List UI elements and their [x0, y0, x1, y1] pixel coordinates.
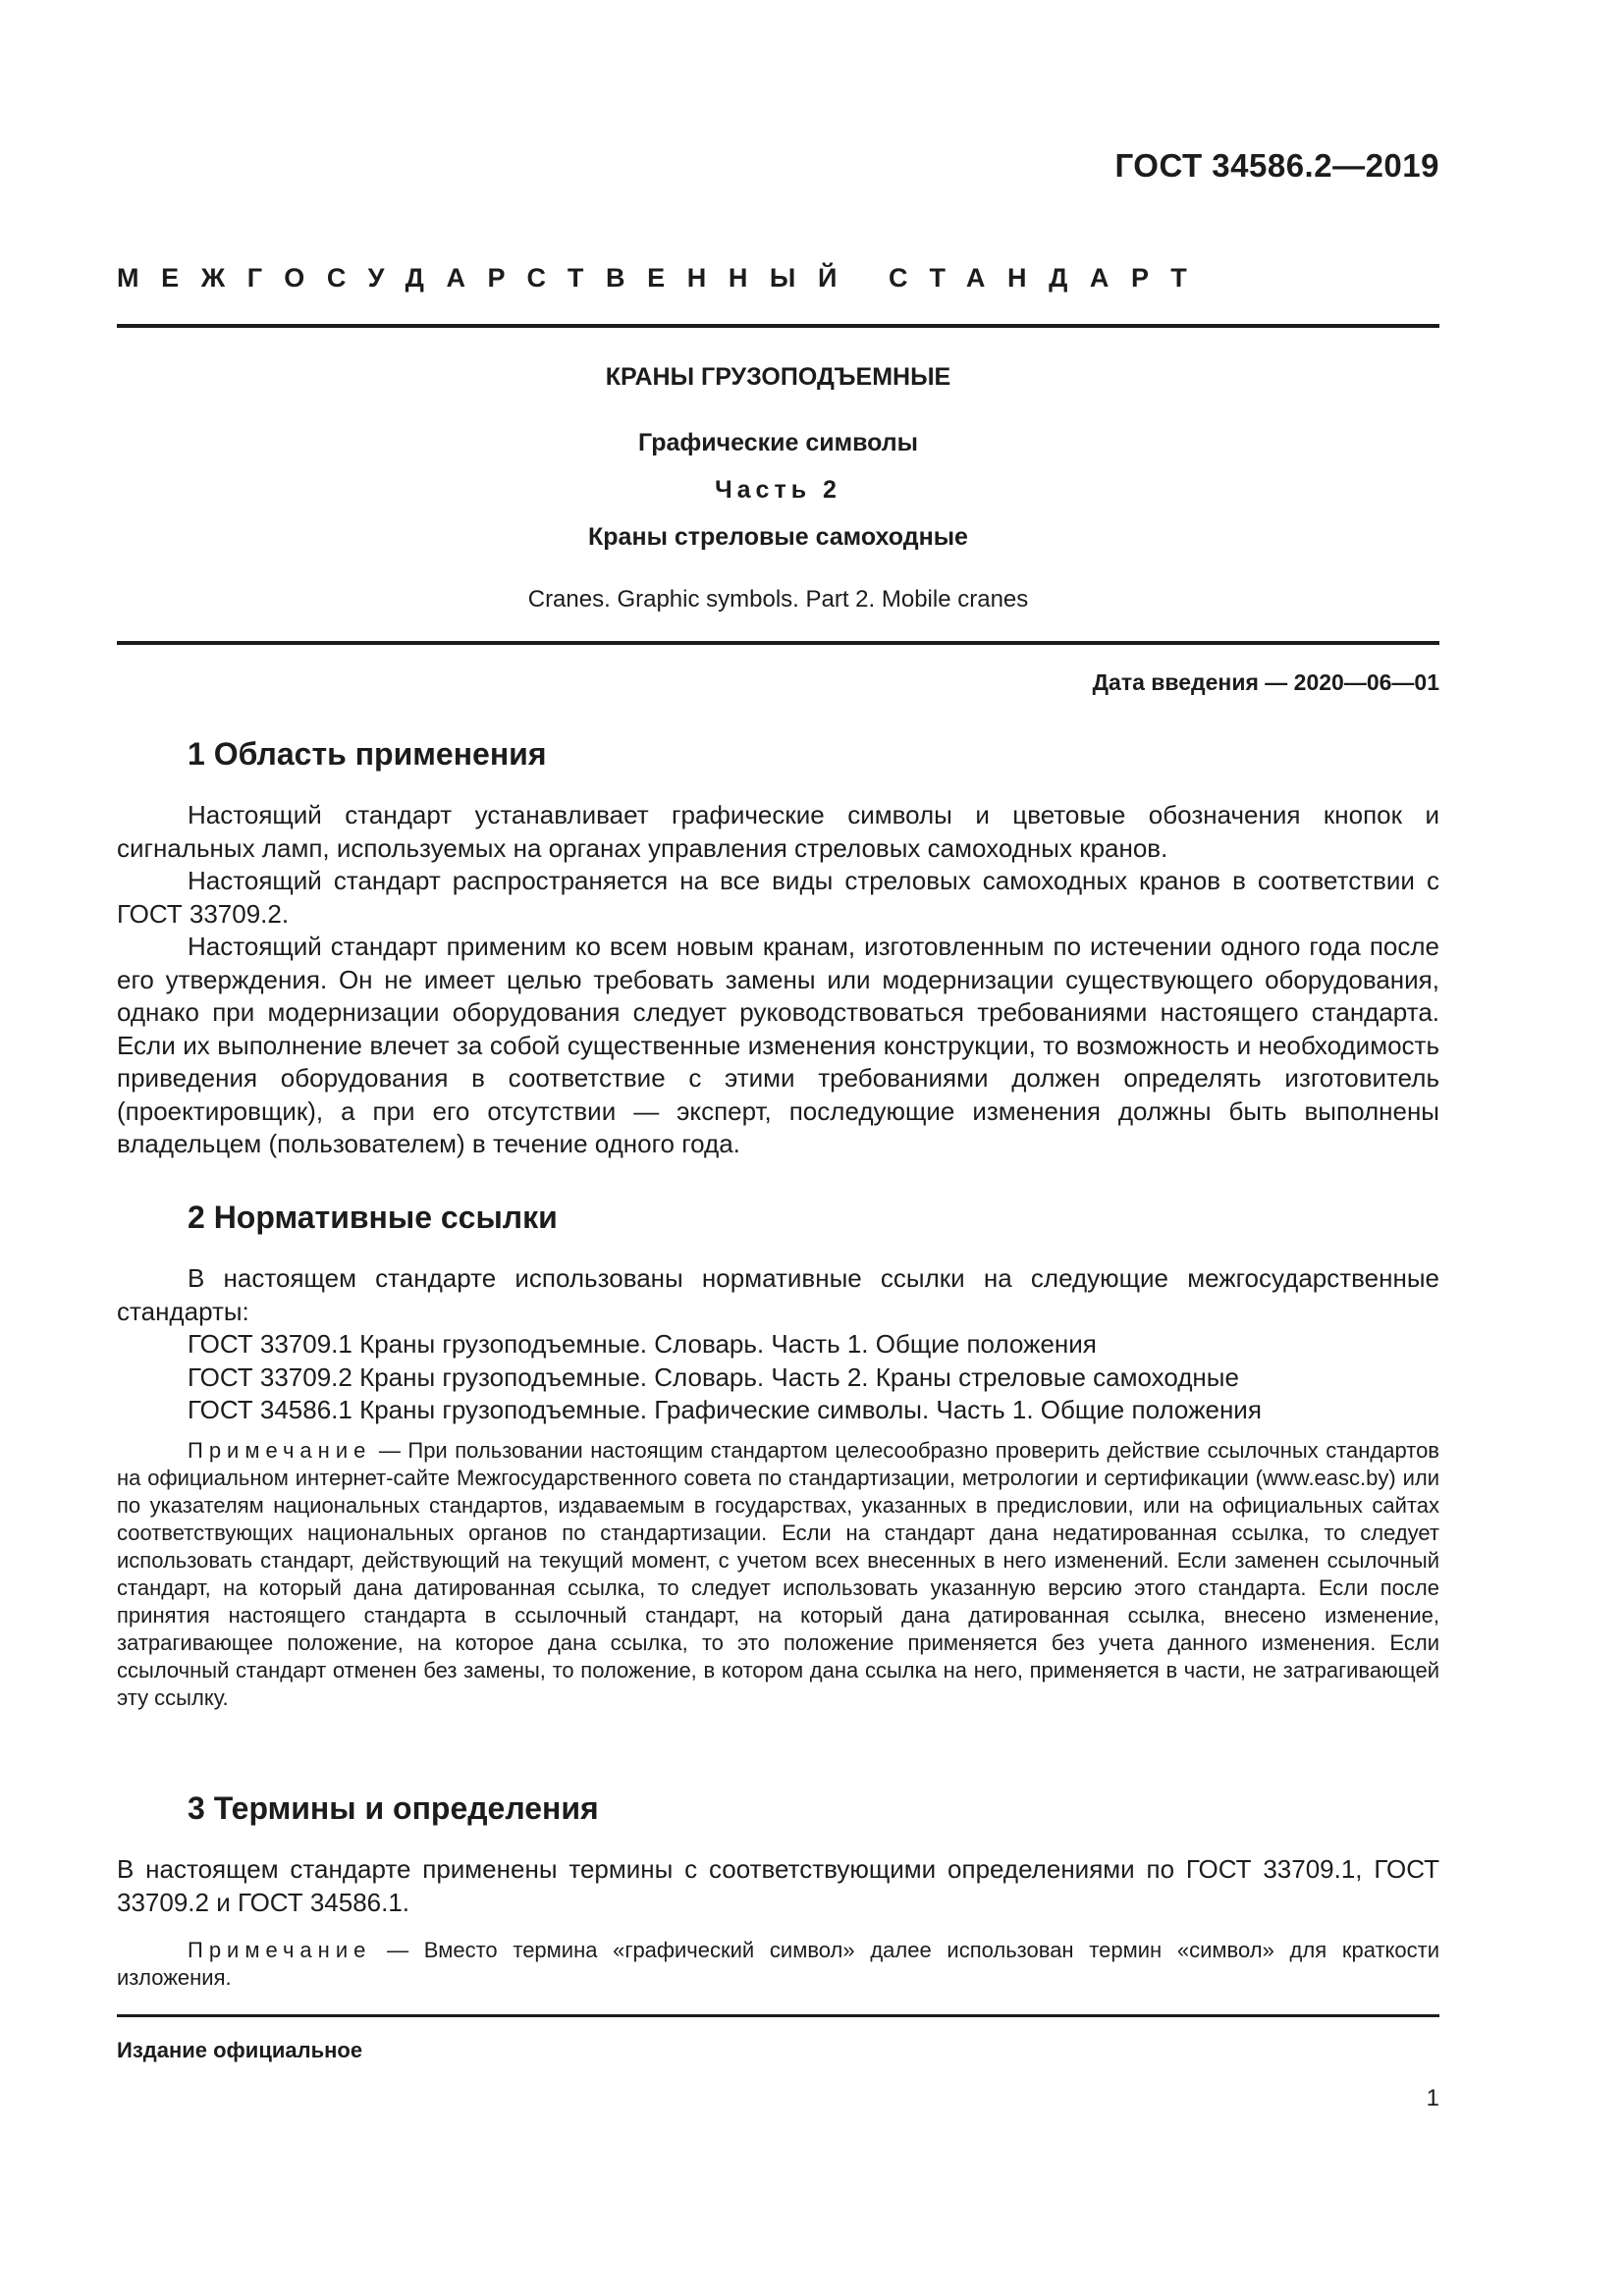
- document-subtitle: Графические символы: [637, 429, 919, 456]
- english-title: Cranes. Graphic symbols. Part 2. Mobile cranes: [527, 586, 1029, 613]
- section-terms: [117, 1789, 1439, 1992]
- paragraph: В настоящем стандарте применены термины с соответствующими определениями по ГОСТ 33709.1, ГОСТ 33709.2 и ГОСТ 34586.1.: [117, 1854, 1439, 1917]
- paragraph: Настоящий стандарт распространяется на все виды стреловых самоходных кранов в соответствии с ГОСТ 33709.2.: [117, 866, 1439, 929]
- title-rule: [117, 641, 1439, 645]
- note-text: — При пользовании настоящим стандартом целесообразно проверить действие ссылочных стандартов на официальном интернет-сайте Межгосударственного совета по стандартизации, метрологии и сертификации (www.easc.by) или по указателям национальных стандартов, издаваемым в государствах, указанных в предисловии, или на официальных сайтах соответствующих национальных органов по стандартизации. Если на стандарт дана недатированная ссылка, то следует использовать стандарт, действующий на текущий момент, с учетом всех внесенных в него изменений. Если заменен ссылочный стандарт, на который дана датированная ссылка, то следует использовать указанную версию этого стандарта. Если после принятия настоящего стандарта в ссылочный стандарт, на который дана датированная ссылка, внесено изменение, затрагивающее положение, на которое дана ссылка, то это положение применяется без учета данного изменения. Если ссылочный стандарт отменен без замены, то положение, в котором дана ссылка на него, применяется в части, не затрагивающей эту ссылку.: [117, 1437, 1439, 1710]
- note-label: Примечание: [188, 1437, 372, 1463]
- footer-rule: [117, 2014, 1439, 2017]
- section-scope: [117, 734, 1439, 1161]
- note: [117, 1437, 1439, 1712]
- edition-label: Издание официальное: [117, 2038, 363, 2062]
- note-label: Примечание: [188, 1938, 372, 1962]
- reference-list: [117, 1328, 1439, 1427]
- reference-item: ГОСТ 34586.1 Краны грузоподъемные. Графические символы. Часть 1. Общие положения: [188, 1395, 1262, 1424]
- page-number: 1: [1426, 2085, 1439, 2111]
- document-subtitle-2: Краны стреловые самоходные: [588, 523, 968, 551]
- document-page: [117, 0, 1439, 2296]
- paragraph: Настоящий стандарт применим ко всем новым кранам, изготовленным по истечении одного года после его утверждения. Он не имеет целью требовать замены или модернизации существующего оборудования, однако при модернизации оборудования следует руководствоваться требованиями настоящего стандарта. Если их выполнение влечет за собой существенные изменения конструкции, то возможность и необходимость приведения оборудования в соответствие с этими требованиями должен определять изготовитель (проектировщик), а при его отсутствии — эксперт, последующие изменения должны быть выполнены владельцем (пользователем) в течение одного года.: [117, 932, 1439, 1158]
- interstate-standard-label: МЕЖГОСУДАРСТВЕННЫЙ СТАНДАРТ: [117, 263, 1210, 293]
- document-code: ГОСТ 34586.2—2019: [1114, 147, 1439, 184]
- note-text: — Вместо термина «графический символ» далее использован термин «символ» для краткости изложения.: [117, 1938, 1439, 1990]
- note: [117, 1937, 1439, 1992]
- document-part: Часть 2: [715, 476, 841, 504]
- paragraph: В настоящем стандарте использованы нормативные ссылки на следующие межгосударственные стандарты:: [117, 1263, 1439, 1326]
- paragraph: Настоящий стандарт устанавливает графические символы и цветовые обозначения кнопок и сигнальных ламп, используемых на органах управления стреловых самоходных кранов.: [117, 800, 1439, 863]
- section-heading: 2 Нормативные ссылки: [188, 1200, 558, 1235]
- introduction-date: Дата введения — 2020—06—01: [1092, 669, 1439, 695]
- document-title: КРАНЫ ГРУЗОПОДЪЕМНЫЕ: [605, 363, 951, 391]
- reference-item: ГОСТ 33709.2 Краны грузоподъемные. Словарь. Часть 2. Краны стреловые самоходные: [188, 1362, 1239, 1392]
- reference-item: ГОСТ 33709.1 Краны грузоподъемные. Словарь. Часть 1. Общие положения: [188, 1329, 1097, 1359]
- section-normative-references: [117, 1198, 1439, 1712]
- header-rule: [117, 324, 1439, 328]
- section-heading: 1 Область применения: [188, 736, 547, 772]
- section-heading: 3 Термины и определения: [188, 1790, 599, 1826]
